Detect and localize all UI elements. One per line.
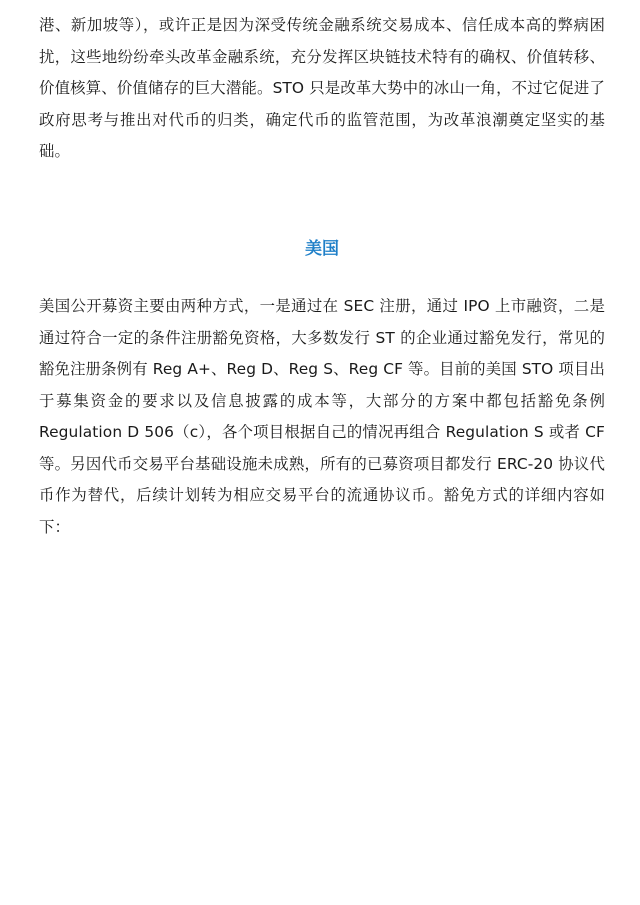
intro-paragraph: 港、新加坡等），或许正是因为深受传统金融系统交易成本、信任成本高的弊病困扰，这些地纷纷牵头改革金融系统，充分发挥区块链技术特有的确权、价值转移、价值核算、价值储存的巨大潜能。STO 只是改革大势中的冰山一角，不过它促进了政府思考与推出对代币的归类，确定代币的监管范围，为改革浪潮奠定坚实的基础。 — [39, 16, 605, 160]
usa-paragraph: 美国公开募资主要由两种方式，一是通过在 SEC 注册，通过 IPO 上市融资，二是通过符合一定的条件注册豁免资格，大多数发行 ST 的企业通过豁免发行，常见的豁免注册条例有 Reg A+、Reg D、Reg S、Reg CF 等。目前的美国 STO 项目出于募集资金的要求以及信息披露的成本等，大部分的方案中都包括豁免条例 Regulation D 506（c），各个项目根据自己的情况再组合 Regulation S 或者 CF 等。另因代币交易平台基础设施未成熟，所有的已募资项目都发行 ERC-20 协议代币作为替代，后续计划转为相应交易平台的流通协议币。豁免方式的详细内容如下： — [39, 297, 605, 536]
section-heading-usa: 美国 — [305, 239, 339, 259]
